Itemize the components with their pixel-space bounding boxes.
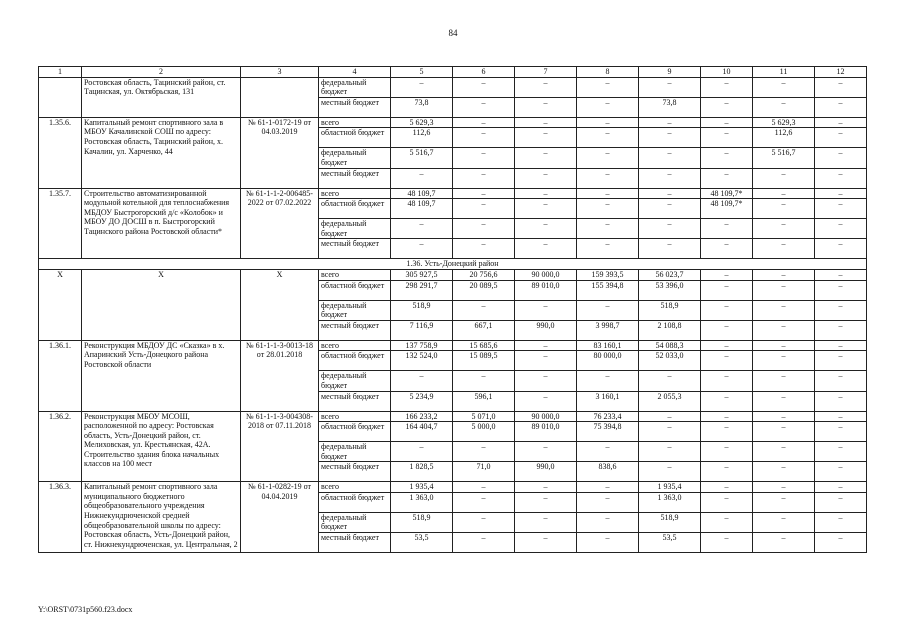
amount-cell: 990,0 bbox=[515, 320, 577, 340]
funding-source: местный бюджет bbox=[319, 462, 391, 482]
table-row bbox=[39, 482, 867, 493]
amount-cell: 155 394,8 bbox=[577, 280, 639, 300]
amount-cell: – bbox=[815, 462, 867, 482]
amount-cell: – bbox=[815, 199, 867, 219]
amount-cell: – bbox=[515, 239, 577, 259]
amount-cell: 5 000,0 bbox=[453, 422, 515, 442]
amount-cell: – bbox=[391, 77, 453, 97]
section-header-row bbox=[39, 259, 867, 270]
amount-cell: – bbox=[753, 422, 815, 442]
funding-source: местный бюджет bbox=[319, 97, 391, 117]
amount-cell: 48 109,7* bbox=[701, 199, 753, 219]
amount-cell: – bbox=[815, 97, 867, 117]
amount-cell: – bbox=[391, 168, 453, 188]
item-number bbox=[39, 77, 82, 117]
amount-cell: 518,9 bbox=[391, 512, 453, 532]
amount-cell: 89 010,0 bbox=[515, 280, 577, 300]
amount-cell: – bbox=[701, 351, 753, 371]
amount-cell: 75 394,8 bbox=[577, 422, 639, 442]
funding-source: федеральный бюджет bbox=[319, 300, 391, 320]
column-header: 9 bbox=[639, 67, 701, 78]
amount-cell: – bbox=[815, 117, 867, 128]
amount-cell: – bbox=[753, 462, 815, 482]
amount-cell: – bbox=[753, 442, 815, 462]
amount-cell: – bbox=[577, 77, 639, 97]
amount-cell: – bbox=[815, 442, 867, 462]
document-reference bbox=[241, 77, 319, 117]
amount-cell: – bbox=[515, 128, 577, 148]
amount-cell: 48 109,7 bbox=[391, 199, 453, 219]
amount-cell: – bbox=[453, 492, 515, 512]
amount-cell: – bbox=[701, 482, 753, 493]
amount-cell: 3 998,7 bbox=[577, 320, 639, 340]
amount-cell: – bbox=[639, 199, 701, 219]
amount-cell: – bbox=[577, 300, 639, 320]
amount-cell: – bbox=[753, 351, 815, 371]
amount-cell: 164 404,7 bbox=[391, 422, 453, 442]
amount-cell: 53 396,0 bbox=[639, 280, 701, 300]
amount-cell: – bbox=[577, 512, 639, 532]
amount-cell: – bbox=[639, 168, 701, 188]
amount-cell: – bbox=[453, 97, 515, 117]
amount-cell: – bbox=[577, 199, 639, 219]
funding-source: областной бюджет bbox=[319, 280, 391, 300]
column-header: 2 bbox=[82, 67, 241, 78]
amount-cell: – bbox=[515, 512, 577, 532]
amount-cell: – bbox=[815, 188, 867, 199]
amount-cell: – bbox=[453, 533, 515, 553]
amount-cell: 15 089,5 bbox=[453, 351, 515, 371]
amount-cell: – bbox=[639, 371, 701, 391]
amount-cell: – bbox=[453, 239, 515, 259]
funding-source: федеральный бюджет bbox=[319, 442, 391, 462]
amount-cell: – bbox=[639, 148, 701, 168]
amount-cell: – bbox=[453, 442, 515, 462]
amount-cell: – bbox=[453, 199, 515, 219]
amount-cell: – bbox=[577, 168, 639, 188]
amount-cell: 990,0 bbox=[515, 462, 577, 482]
amount-cell: 5 516,7 bbox=[753, 148, 815, 168]
amount-cell: – bbox=[515, 97, 577, 117]
amount-cell: – bbox=[515, 117, 577, 128]
amount-cell: 20 756,6 bbox=[453, 269, 515, 280]
amount-cell: – bbox=[701, 97, 753, 117]
amount-cell: 15 685,6 bbox=[453, 340, 515, 351]
amount-cell: – bbox=[753, 371, 815, 391]
amount-cell: – bbox=[701, 492, 753, 512]
amount-cell: – bbox=[577, 482, 639, 493]
amount-cell: 5 629,3 bbox=[391, 117, 453, 128]
amount-cell: 76 233,4 bbox=[577, 411, 639, 422]
amount-cell: – bbox=[815, 320, 867, 340]
funding-source: местный бюджет bbox=[319, 320, 391, 340]
amount-cell: – bbox=[815, 128, 867, 148]
amount-cell: – bbox=[701, 512, 753, 532]
amount-cell: 166 233,2 bbox=[391, 411, 453, 422]
amount-cell: – bbox=[515, 482, 577, 493]
amount-cell: – bbox=[701, 219, 753, 239]
amount-cell: – bbox=[577, 239, 639, 259]
amount-cell: – bbox=[815, 148, 867, 168]
funding-source: областной бюджет bbox=[319, 492, 391, 512]
amount-cell: 112,6 bbox=[391, 128, 453, 148]
amount-cell: – bbox=[815, 340, 867, 351]
funding-source: всего bbox=[319, 482, 391, 493]
amount-cell: 80 000,0 bbox=[577, 351, 639, 371]
amount-cell: 5 629,3 bbox=[753, 117, 815, 128]
amount-cell: – bbox=[815, 533, 867, 553]
amount-cell: 48 109,7 bbox=[391, 188, 453, 199]
funding-source: федеральный бюджет bbox=[319, 512, 391, 532]
amount-cell: – bbox=[639, 219, 701, 239]
amount-cell: – bbox=[515, 188, 577, 199]
amount-cell: – bbox=[753, 512, 815, 532]
amount-cell: – bbox=[639, 239, 701, 259]
funding-source: федеральный бюджет bbox=[319, 77, 391, 97]
amount-cell: – bbox=[753, 168, 815, 188]
document-reference: № 61-1-0282-19 от 04.04.2019 bbox=[241, 482, 319, 553]
table-row bbox=[39, 117, 867, 128]
funding-source: областной бюджет bbox=[319, 128, 391, 148]
funding-source: областной бюджет bbox=[319, 199, 391, 219]
object-name: Реконструкция МБДОУ ДС «Сказка» в х. Апаринский Усть-Донецкого района Ростовской области bbox=[82, 340, 241, 411]
amount-cell: – bbox=[515, 148, 577, 168]
amount-cell: – bbox=[815, 411, 867, 422]
amount-cell: – bbox=[701, 391, 753, 411]
amount-cell: – bbox=[753, 411, 815, 422]
column-header: 5 bbox=[391, 67, 453, 78]
amount-cell: – bbox=[639, 411, 701, 422]
amount-cell: – bbox=[577, 371, 639, 391]
amount-cell: – bbox=[701, 128, 753, 148]
amount-cell: – bbox=[701, 77, 753, 97]
amount-cell: – bbox=[515, 199, 577, 219]
column-header: 1 bbox=[39, 67, 82, 78]
object-name: Капитальный ремонт спортивного зала муниципального бюджетного общеобразовательного учреждения Нижнекундрюченской средней общеобразовательной школы по адресу: Ростовская область, Усть-Донецкий район, ст. Нижнекундрюченская, ул. Центральная, 2 bbox=[82, 482, 241, 553]
amount-cell: – bbox=[815, 422, 867, 442]
amount-cell: – bbox=[453, 77, 515, 97]
amount-cell: – bbox=[639, 462, 701, 482]
amount-cell: – bbox=[753, 188, 815, 199]
amount-cell: – bbox=[453, 219, 515, 239]
amount-cell: 54 088,3 bbox=[639, 340, 701, 351]
amount-cell: 5 071,0 bbox=[453, 411, 515, 422]
amount-cell: 53,5 bbox=[639, 533, 701, 553]
amount-cell: 89 010,0 bbox=[515, 422, 577, 442]
document-reference: № 61-1-1-2-006485-2022 от 07.02.2022 bbox=[241, 188, 319, 259]
amount-cell: – bbox=[577, 492, 639, 512]
file-path-footer: Y:\ORST\0731p560.f23.docx bbox=[38, 605, 133, 614]
amount-cell: – bbox=[753, 533, 815, 553]
table-body bbox=[39, 67, 867, 553]
item-number: 1.35.6. bbox=[39, 117, 82, 188]
amount-cell: – bbox=[453, 300, 515, 320]
amount-cell: 3 160,1 bbox=[577, 391, 639, 411]
column-header: 10 bbox=[701, 67, 753, 78]
column-header: 3 bbox=[241, 67, 319, 78]
amount-cell: – bbox=[701, 462, 753, 482]
amount-cell: – bbox=[753, 391, 815, 411]
amount-cell: – bbox=[577, 148, 639, 168]
amount-cell: – bbox=[453, 128, 515, 148]
amount-cell: – bbox=[815, 492, 867, 512]
amount-cell: 7 116,9 bbox=[391, 320, 453, 340]
amount-cell: – bbox=[701, 148, 753, 168]
amount-cell: – bbox=[753, 482, 815, 493]
item-number: 1.36.3. bbox=[39, 482, 82, 553]
funding-source: всего bbox=[319, 117, 391, 128]
amount-cell: – bbox=[577, 219, 639, 239]
object-name: Строительство автоматизированной модульной котельной для теплоснабжения МБДОУ Быстрогорский д/с «Колобок» и МБОУ ДО ДОСШ в п. Быстрогорский Тацинского района Ростовской области* bbox=[82, 188, 241, 259]
amount-cell: – bbox=[577, 442, 639, 462]
amount-cell: – bbox=[639, 117, 701, 128]
amount-cell: – bbox=[815, 482, 867, 493]
amount-cell: – bbox=[815, 371, 867, 391]
amount-cell: 298 291,7 bbox=[391, 280, 453, 300]
amount-cell: – bbox=[453, 148, 515, 168]
amount-cell: – bbox=[753, 219, 815, 239]
amount-cell: – bbox=[577, 97, 639, 117]
amount-cell: – bbox=[391, 239, 453, 259]
amount-cell: 305 927,5 bbox=[391, 269, 453, 280]
amount-cell: – bbox=[753, 199, 815, 219]
amount-cell: 1 363,0 bbox=[391, 492, 453, 512]
item-number: 1.35.7. bbox=[39, 188, 82, 259]
amount-cell: – bbox=[515, 77, 577, 97]
page-number: 84 bbox=[448, 28, 458, 38]
amount-cell: 83 160,1 bbox=[577, 340, 639, 351]
amount-cell: 5 516,7 bbox=[391, 148, 453, 168]
amount-cell: 132 524,0 bbox=[391, 351, 453, 371]
amount-cell: – bbox=[515, 219, 577, 239]
table-row bbox=[39, 269, 867, 280]
amount-cell: 518,9 bbox=[639, 300, 701, 320]
document-reference: № 61-1-0172-19 от 04.03.2019 bbox=[241, 117, 319, 188]
object-name: Реконструкция МБОУ МСОШ, расположенной по адресу: Ростовская область, Усть-Донецкий район, ст. Мелиховская, ул. Крестьянская, 42А. Строительство здания блока начальных классов на 100 мест bbox=[82, 411, 241, 482]
amount-cell: – bbox=[815, 391, 867, 411]
funding-source: местный бюджет bbox=[319, 391, 391, 411]
column-number-row bbox=[39, 67, 867, 78]
amount-cell: – bbox=[453, 512, 515, 532]
amount-cell: – bbox=[515, 168, 577, 188]
funding-source: всего bbox=[319, 188, 391, 199]
budget-table bbox=[38, 66, 867, 553]
amount-cell: – bbox=[701, 168, 753, 188]
amount-cell: – bbox=[815, 300, 867, 320]
amount-cell: 596,1 bbox=[453, 391, 515, 411]
amount-cell: – bbox=[753, 280, 815, 300]
amount-cell: – bbox=[815, 269, 867, 280]
amount-cell: – bbox=[515, 442, 577, 462]
amount-cell: – bbox=[815, 239, 867, 259]
amount-cell: – bbox=[815, 351, 867, 371]
funding-source: областной бюджет bbox=[319, 351, 391, 371]
amount-cell: 137 758,9 bbox=[391, 340, 453, 351]
amount-cell: – bbox=[577, 188, 639, 199]
amount-cell: – bbox=[701, 411, 753, 422]
amount-cell: – bbox=[453, 482, 515, 493]
amount-cell: – bbox=[753, 77, 815, 97]
amount-cell: 2 108,8 bbox=[639, 320, 701, 340]
amount-cell: – bbox=[753, 97, 815, 117]
amount-cell: – bbox=[453, 188, 515, 199]
amount-cell: – bbox=[515, 371, 577, 391]
amount-cell: – bbox=[701, 422, 753, 442]
amount-cell: – bbox=[391, 219, 453, 239]
amount-cell: – bbox=[815, 219, 867, 239]
item-number: Х bbox=[39, 269, 82, 340]
amount-cell: – bbox=[815, 280, 867, 300]
amount-cell: – bbox=[639, 422, 701, 442]
amount-cell: – bbox=[701, 533, 753, 553]
amount-cell: – bbox=[515, 391, 577, 411]
column-header: 4 bbox=[319, 67, 391, 78]
funding-source: местный бюджет bbox=[319, 533, 391, 553]
amount-cell: – bbox=[577, 117, 639, 128]
item-number: 1.36.2. bbox=[39, 411, 82, 482]
amount-cell: – bbox=[753, 340, 815, 351]
amount-cell: – bbox=[701, 320, 753, 340]
table-row bbox=[39, 340, 867, 351]
amount-cell: – bbox=[753, 300, 815, 320]
amount-cell: – bbox=[701, 269, 753, 280]
amount-cell: – bbox=[701, 117, 753, 128]
amount-cell: – bbox=[815, 512, 867, 532]
document-reference: № 61-1-1-3-004308-2018 от 07.11.2018 bbox=[241, 411, 319, 482]
amount-cell: 159 393,5 bbox=[577, 269, 639, 280]
amount-cell: 1 828,5 bbox=[391, 462, 453, 482]
object-name: Капитальный ремонт спортивного зала в МБОУ Качалинской СОШ по адресу: Ростовская область, Тацинский район, х. Качалин, ул. Харченко, 44 bbox=[82, 117, 241, 188]
table-row bbox=[39, 411, 867, 422]
funding-source: всего bbox=[319, 411, 391, 422]
amount-cell: 71,0 bbox=[453, 462, 515, 482]
amount-cell: 1 935,4 bbox=[391, 482, 453, 493]
table-row bbox=[39, 77, 867, 97]
amount-cell: – bbox=[515, 351, 577, 371]
amount-cell: – bbox=[453, 117, 515, 128]
funding-source: местный бюджет bbox=[319, 168, 391, 188]
section-title: 1.36. Усть-Донецкий район bbox=[39, 259, 867, 270]
amount-cell: – bbox=[701, 371, 753, 391]
document-reference: № 61-1-1-3-0013-18 от 28.01.2018 bbox=[241, 340, 319, 411]
amount-cell: – bbox=[753, 492, 815, 512]
object-name: Ростовская область, Тацинский район, ст. Тацинская, ул. Октябрьская, 131 bbox=[82, 77, 241, 117]
amount-cell: – bbox=[515, 533, 577, 553]
column-header: 6 bbox=[453, 67, 515, 78]
amount-cell: – bbox=[453, 168, 515, 188]
funding-source: местный бюджет bbox=[319, 239, 391, 259]
column-header: 11 bbox=[753, 67, 815, 78]
amount-cell: – bbox=[753, 320, 815, 340]
amount-cell: 73,8 bbox=[391, 97, 453, 117]
amount-cell: 1 935,4 bbox=[639, 482, 701, 493]
amount-cell: – bbox=[701, 280, 753, 300]
amount-cell: 1 363,0 bbox=[639, 492, 701, 512]
object-name: Х bbox=[82, 269, 241, 340]
amount-cell: – bbox=[639, 128, 701, 148]
amount-cell: 5 234,9 bbox=[391, 391, 453, 411]
amount-cell: 2 055,3 bbox=[639, 391, 701, 411]
amount-cell: – bbox=[639, 77, 701, 97]
funding-source: федеральный бюджет bbox=[319, 219, 391, 239]
amount-cell: – bbox=[639, 442, 701, 462]
amount-cell: 90 000,0 bbox=[515, 411, 577, 422]
funding-source: федеральный бюджет bbox=[319, 371, 391, 391]
amount-cell: – bbox=[391, 442, 453, 462]
amount-cell: 48 109,7* bbox=[701, 188, 753, 199]
document-reference: Х bbox=[241, 269, 319, 340]
amount-cell: – bbox=[577, 128, 639, 148]
amount-cell: – bbox=[515, 492, 577, 512]
amount-cell: 518,9 bbox=[391, 300, 453, 320]
amount-cell: – bbox=[577, 533, 639, 553]
item-number: 1.36.1. bbox=[39, 340, 82, 411]
funding-source: областной бюджет bbox=[319, 422, 391, 442]
funding-source: всего bbox=[319, 340, 391, 351]
amount-cell: 73,8 bbox=[639, 97, 701, 117]
amount-cell: – bbox=[701, 340, 753, 351]
amount-cell: 838,6 bbox=[577, 462, 639, 482]
amount-cell: 52 033,0 bbox=[639, 351, 701, 371]
amount-cell: – bbox=[453, 371, 515, 391]
amount-cell: 20 089,5 bbox=[453, 280, 515, 300]
amount-cell: – bbox=[515, 300, 577, 320]
amount-cell: 90 000,0 bbox=[515, 269, 577, 280]
amount-cell: – bbox=[753, 269, 815, 280]
funding-source: всего bbox=[319, 269, 391, 280]
table-row bbox=[39, 188, 867, 199]
amount-cell: – bbox=[639, 188, 701, 199]
amount-cell: – bbox=[815, 168, 867, 188]
amount-cell: – bbox=[753, 239, 815, 259]
amount-cell: – bbox=[701, 239, 753, 259]
amount-cell: – bbox=[391, 371, 453, 391]
column-header: 12 bbox=[815, 67, 867, 78]
amount-cell: – bbox=[701, 300, 753, 320]
amount-cell: – bbox=[515, 340, 577, 351]
amount-cell: 56 023,7 bbox=[639, 269, 701, 280]
amount-cell: 53,5 bbox=[391, 533, 453, 553]
amount-cell: 518,9 bbox=[639, 512, 701, 532]
amount-cell: – bbox=[701, 442, 753, 462]
amount-cell: – bbox=[815, 77, 867, 97]
amount-cell: 667,1 bbox=[453, 320, 515, 340]
column-header: 8 bbox=[577, 67, 639, 78]
funding-source: федеральный бюджет bbox=[319, 148, 391, 168]
column-header: 7 bbox=[515, 67, 577, 78]
amount-cell: 112,6 bbox=[753, 128, 815, 148]
